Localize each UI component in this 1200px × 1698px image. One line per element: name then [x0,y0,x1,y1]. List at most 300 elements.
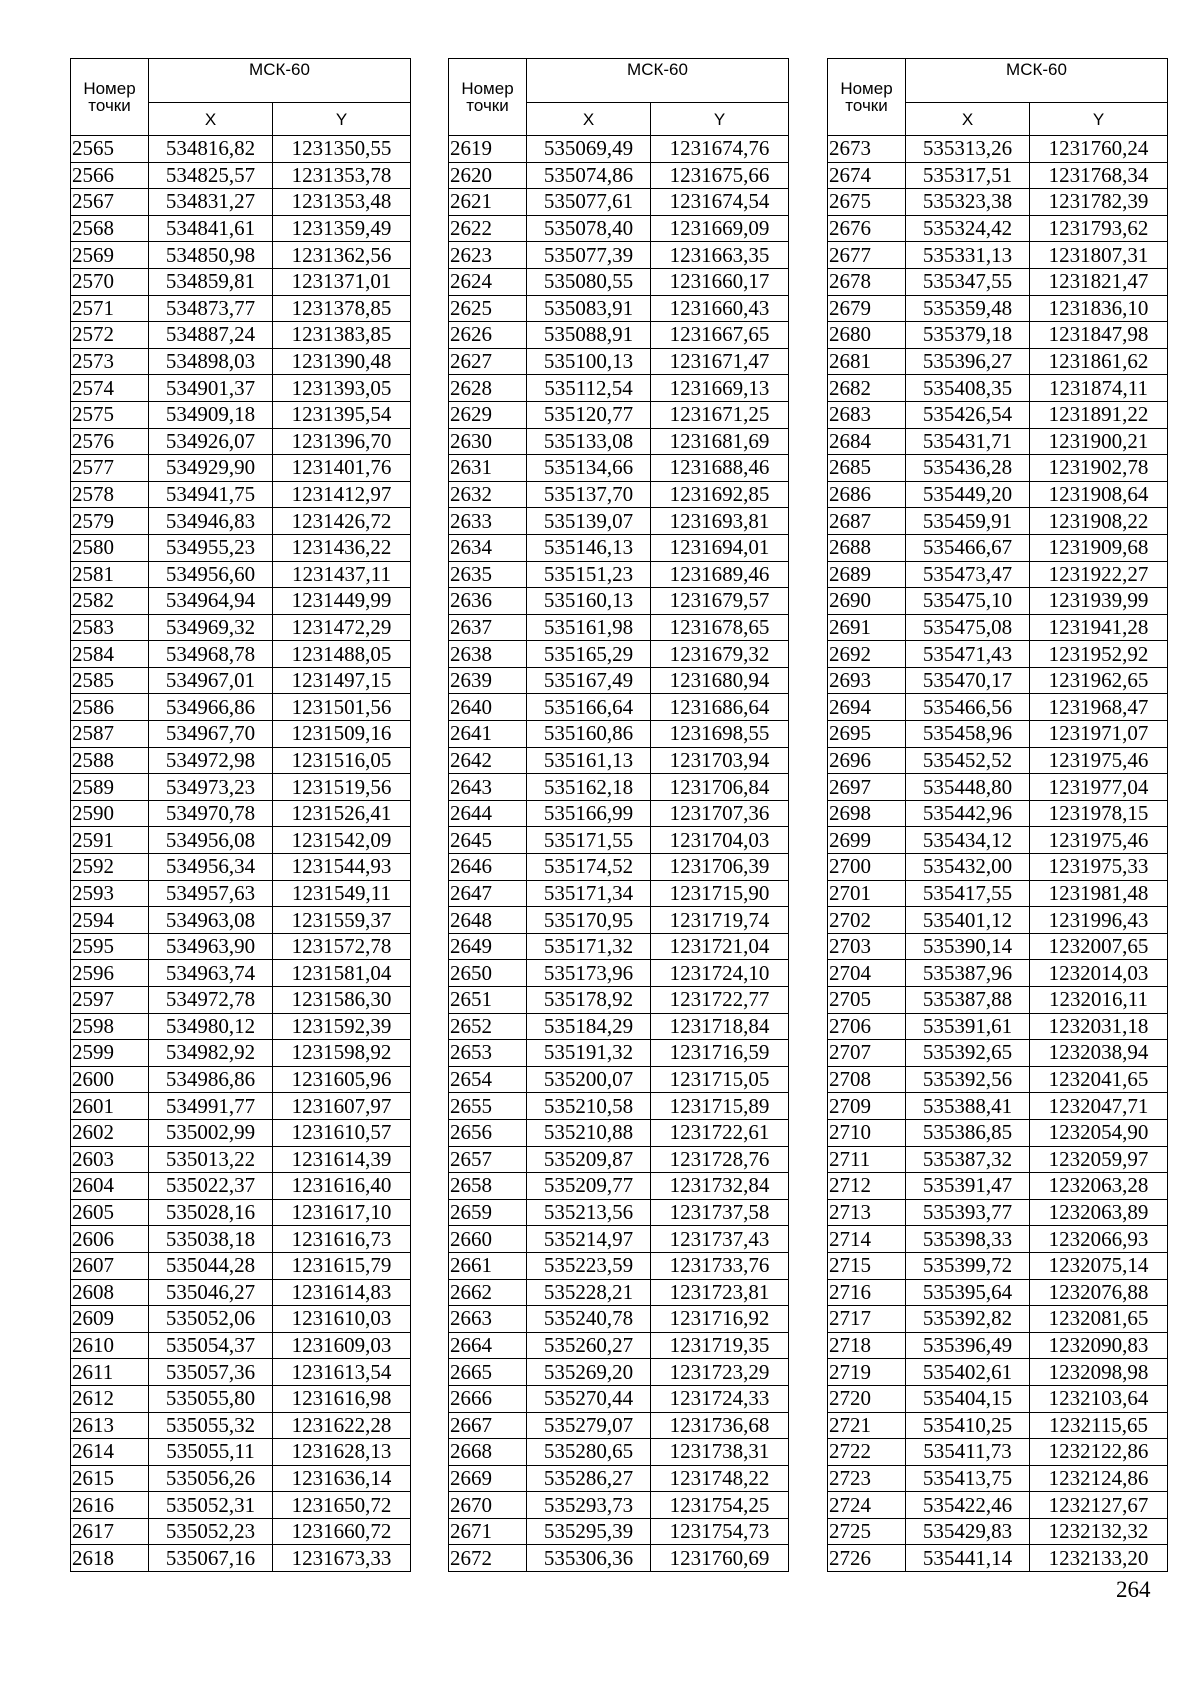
x-coordinate-cell: 534972,98 [149,747,273,774]
point-number-cell: 2577 [71,455,149,482]
y-coordinate-cell: 1231754,25 [651,1492,789,1519]
table-row [449,1093,789,1120]
table-row [828,1013,1168,1040]
table-row [828,534,1168,561]
point-number-cell: 2701 [828,880,906,907]
point-number-cell: 2724 [828,1492,906,1519]
point-number-cell: 2726 [828,1545,906,1572]
y-coordinate-cell: 1231724,10 [651,960,789,987]
y-coordinate-cell: 1231715,90 [651,880,789,907]
y-coordinate-cell: 1232122,86 [1030,1439,1168,1466]
y-coordinate-cell: 1231686,64 [651,694,789,721]
x-coordinate-cell: 535387,96 [906,960,1030,987]
table-row [449,1040,789,1067]
table-row [449,694,789,721]
table-row [71,1518,411,1545]
x-coordinate-cell: 535170,95 [527,907,651,934]
table-row [449,1226,789,1253]
x-coordinate-cell: 535392,56 [906,1066,1030,1093]
x-coordinate-cell: 535331,13 [906,242,1030,269]
y-coordinate-cell: 1231768,34 [1030,162,1168,189]
x-column-header: X [906,103,1030,136]
table-row [828,1306,1168,1333]
x-coordinate-cell: 535083,91 [527,295,651,322]
point-number-cell: 2689 [828,561,906,588]
point-number-cell: 2649 [449,933,527,960]
point-number-cell: 2632 [449,481,527,508]
point-number-cell: 2707 [828,1040,906,1067]
x-coordinate-cell: 535146,13 [527,534,651,561]
y-coordinate-cell: 1231909,68 [1030,534,1168,561]
x-coordinate-cell: 535077,61 [527,189,651,216]
table-row [71,1013,411,1040]
table-row [449,561,789,588]
table-row [828,455,1168,482]
point-number-cell: 2565 [71,136,149,163]
table-row [449,136,789,163]
y-coordinate-cell: 1231636,14 [273,1465,411,1492]
y-coordinate-cell: 1232007,65 [1030,933,1168,960]
x-coordinate-cell: 535402,61 [906,1359,1030,1386]
y-coordinate-cell: 1231628,13 [273,1439,411,1466]
x-coordinate-cell: 535317,51 [906,162,1030,189]
y-coordinate-cell: 1231660,43 [651,295,789,322]
y-column-header: Y [1030,103,1168,136]
x-coordinate-cell: 535410,25 [906,1412,1030,1439]
point-number-cell: 2723 [828,1465,906,1492]
x-coordinate-cell: 534957,63 [149,880,273,907]
table-row [828,614,1168,641]
x-coordinate-cell: 535167,49 [527,667,651,694]
table-row [449,1279,789,1306]
point-number-cell: 2670 [449,1492,527,1519]
point-number-cell: 2714 [828,1226,906,1253]
point-number-cell: 2657 [449,1146,527,1173]
x-coordinate-cell: 534963,08 [149,907,273,934]
table-row [828,641,1168,668]
point-number-cell: 2712 [828,1173,906,1200]
x-coordinate-cell: 535395,64 [906,1279,1030,1306]
y-coordinate-cell: 1231544,93 [273,854,411,881]
point-number-cell: 2582 [71,588,149,615]
x-coordinate-cell: 535436,28 [906,455,1030,482]
y-coordinate-cell: 1231996,43 [1030,907,1168,934]
y-coordinate-cell: 1231671,25 [651,401,789,428]
table-row [828,827,1168,854]
point-number-cell: 2587 [71,721,149,748]
point-number-cell: 2676 [828,215,906,242]
y-coordinate-cell: 1232103,64 [1030,1385,1168,1412]
x-coordinate-cell: 534831,27 [149,189,273,216]
x-coordinate-cell: 534969,32 [149,614,273,641]
y-coordinate-cell: 1231350,55 [273,136,411,163]
x-coordinate-cell: 535404,15 [906,1385,1030,1412]
x-coordinate-cell: 535162,18 [527,774,651,801]
y-coordinate-cell: 1232090,83 [1030,1332,1168,1359]
x-coordinate-cell: 535387,88 [906,987,1030,1014]
table-row [449,455,789,482]
y-coordinate-cell: 1231353,48 [273,189,411,216]
point-number-cell: 2572 [71,322,149,349]
x-coordinate-cell: 535396,27 [906,348,1030,375]
x-coordinate-cell: 535223,59 [527,1252,651,1279]
x-coordinate-cell: 535347,55 [906,268,1030,295]
table-row [71,1385,411,1412]
table-row [71,1279,411,1306]
table-row [828,1332,1168,1359]
table-row [449,1119,789,1146]
point-number-cell: 2574 [71,375,149,402]
table-row [828,800,1168,827]
table-row [449,1359,789,1386]
point-number-cell: 2596 [71,960,149,987]
point-number-header: Номер точки [449,59,527,136]
table-row [828,907,1168,934]
x-coordinate-cell: 534901,37 [149,375,273,402]
point-number-cell: 2631 [449,455,527,482]
x-coordinate-cell: 535055,80 [149,1385,273,1412]
point-number-cell: 2708 [828,1066,906,1093]
table-row [71,534,411,561]
table-row [71,907,411,934]
point-number-cell: 2567 [71,189,149,216]
point-number-cell: 2634 [449,534,527,561]
point-number-cell: 2624 [449,268,527,295]
point-number-cell: 2717 [828,1306,906,1333]
x-coordinate-cell: 535160,13 [527,588,651,615]
x-coordinate-cell: 535080,55 [527,268,651,295]
x-coordinate-cell: 535306,36 [527,1545,651,1572]
table-row [71,508,411,535]
point-number-cell: 2612 [71,1385,149,1412]
y-coordinate-cell: 1231715,89 [651,1093,789,1120]
x-coordinate-cell: 534887,24 [149,322,273,349]
table-row [71,561,411,588]
x-coordinate-cell: 535184,29 [527,1013,651,1040]
point-number-cell: 2575 [71,401,149,428]
x-coordinate-cell: 534966,86 [149,694,273,721]
y-coordinate-cell: 1231689,46 [651,561,789,588]
y-coordinate-cell: 1231971,07 [1030,721,1168,748]
y-coordinate-cell: 1231559,37 [273,907,411,934]
table-row [828,481,1168,508]
x-coordinate-cell: 535393,77 [906,1199,1030,1226]
coordinate-system-header: МСК-60 [906,59,1168,103]
x-coordinate-cell: 535475,08 [906,614,1030,641]
y-coordinate-cell: 1231738,31 [651,1439,789,1466]
point-number-cell: 2679 [828,295,906,322]
point-number-cell: 2699 [828,827,906,854]
x-coordinate-cell: 534963,90 [149,933,273,960]
y-coordinate-cell: 1231728,76 [651,1146,789,1173]
point-number-cell: 2579 [71,508,149,535]
x-coordinate-cell: 535054,37 [149,1332,273,1359]
y-coordinate-cell: 1231412,97 [273,481,411,508]
y-coordinate-cell: 1231981,48 [1030,880,1168,907]
table-row [449,800,789,827]
y-coordinate-cell: 1232133,20 [1030,1545,1168,1572]
x-coordinate-cell: 535426,54 [906,401,1030,428]
table-row [71,854,411,881]
y-coordinate-cell: 1231660,72 [273,1518,411,1545]
y-coordinate-cell: 1231501,56 [273,694,411,721]
point-number-cell: 2608 [71,1279,149,1306]
x-coordinate-cell: 535387,32 [906,1146,1030,1173]
y-coordinate-cell: 1231679,57 [651,588,789,615]
table-row [71,481,411,508]
y-coordinate-cell: 1231378,85 [273,295,411,322]
x-coordinate-cell: 535471,43 [906,641,1030,668]
y-coordinate-cell: 1232075,14 [1030,1252,1168,1279]
x-coordinate-cell: 535466,67 [906,534,1030,561]
table-row [449,375,789,402]
table-row [828,1279,1168,1306]
point-number-cell: 2569 [71,242,149,269]
y-coordinate-cell: 1231939,99 [1030,588,1168,615]
point-number-cell: 2588 [71,747,149,774]
table-row [71,721,411,748]
table-row [449,880,789,907]
y-coordinate-cell: 1231968,47 [1030,694,1168,721]
point-number-cell: 2639 [449,667,527,694]
table-row [71,800,411,827]
table-row [71,242,411,269]
table-row [449,162,789,189]
y-coordinate-cell: 1231807,31 [1030,242,1168,269]
y-coordinate-cell: 1231716,92 [651,1306,789,1333]
table-row [449,1465,789,1492]
table-row [828,588,1168,615]
point-number-cell: 2665 [449,1359,527,1386]
y-coordinate-cell: 1231614,83 [273,1279,411,1306]
table-row [828,747,1168,774]
y-column-header: Y [651,103,789,136]
table-row [449,933,789,960]
point-number-cell: 2698 [828,800,906,827]
point-number-header: Номер точки [71,59,149,136]
x-coordinate-cell: 534968,78 [149,641,273,668]
y-column-header: Y [273,103,411,136]
point-number-cell: 2618 [71,1545,149,1572]
y-coordinate-cell: 1231675,66 [651,162,789,189]
y-coordinate-cell: 1231542,09 [273,827,411,854]
table-row [828,162,1168,189]
x-coordinate-cell: 534859,81 [149,268,273,295]
x-coordinate-cell: 535390,14 [906,933,1030,960]
point-number-cell: 2620 [449,162,527,189]
x-coordinate-cell: 534986,86 [149,1066,273,1093]
table-row [449,641,789,668]
x-coordinate-cell: 535161,98 [527,614,651,641]
y-coordinate-cell: 1232059,97 [1030,1146,1168,1173]
table-row [71,827,411,854]
x-coordinate-cell: 535022,37 [149,1173,273,1200]
x-coordinate-cell: 535213,56 [527,1199,651,1226]
y-coordinate-cell: 1231704,03 [651,827,789,854]
table-row [828,1226,1168,1253]
point-number-cell: 2615 [71,1465,149,1492]
point-number-cell: 2646 [449,854,527,881]
table-row [828,1066,1168,1093]
table-row [71,136,411,163]
table-row [449,588,789,615]
table-row [828,322,1168,349]
table-row [828,933,1168,960]
point-number-cell: 2594 [71,907,149,934]
point-number-cell: 2623 [449,242,527,269]
y-coordinate-cell: 1231737,58 [651,1199,789,1226]
table-row [449,721,789,748]
table-row [449,614,789,641]
y-coordinate-cell: 1231669,09 [651,215,789,242]
point-number-cell: 2691 [828,614,906,641]
point-number-cell: 2725 [828,1518,906,1545]
point-number-cell: 2617 [71,1518,149,1545]
y-coordinate-cell: 1231902,78 [1030,455,1168,482]
table-row [71,1146,411,1173]
table-row [71,455,411,482]
point-number-cell: 2721 [828,1412,906,1439]
x-coordinate-cell: 535171,55 [527,827,651,854]
y-coordinate-cell: 1231616,40 [273,1173,411,1200]
point-number-cell: 2693 [828,667,906,694]
x-coordinate-cell: 534980,12 [149,1013,273,1040]
y-coordinate-cell: 1231718,84 [651,1013,789,1040]
table-row [449,854,789,881]
point-number-cell: 2595 [71,933,149,960]
y-coordinate-cell: 1231900,21 [1030,428,1168,455]
point-number-cell: 2687 [828,508,906,535]
y-coordinate-cell: 1232063,28 [1030,1173,1168,1200]
table-row [828,854,1168,881]
point-number-cell: 2688 [828,534,906,561]
x-coordinate-cell: 535166,99 [527,800,651,827]
page-number: 264 [1116,1577,1151,1602]
table-row [828,1439,1168,1466]
point-number-cell: 2653 [449,1040,527,1067]
table-row [828,508,1168,535]
y-coordinate-cell: 1231723,81 [651,1279,789,1306]
point-number-cell: 2580 [71,534,149,561]
y-coordinate-cell: 1231488,05 [273,641,411,668]
y-coordinate-cell: 1231671,47 [651,348,789,375]
x-coordinate-cell: 534873,77 [149,295,273,322]
x-coordinate-cell: 535269,20 [527,1359,651,1386]
point-number-cell: 2695 [828,721,906,748]
table-row [71,215,411,242]
y-coordinate-cell: 1231724,33 [651,1385,789,1412]
point-number-cell: 2605 [71,1199,149,1226]
y-coordinate-cell: 1232031,18 [1030,1013,1168,1040]
point-number-cell: 2625 [449,295,527,322]
point-number-cell: 2651 [449,987,527,1014]
x-coordinate-cell: 535295,39 [527,1518,651,1545]
x-coordinate-cell: 535044,28 [149,1252,273,1279]
table-row [828,1119,1168,1146]
x-coordinate-cell: 535133,08 [527,428,651,455]
y-coordinate-cell: 1231975,46 [1030,827,1168,854]
y-coordinate-cell: 1231715,05 [651,1066,789,1093]
y-coordinate-cell: 1231962,65 [1030,667,1168,694]
table-row [449,268,789,295]
table-row [71,1359,411,1386]
point-number-cell: 2660 [449,1226,527,1253]
table-row [71,1093,411,1120]
point-number-cell: 2593 [71,880,149,907]
y-coordinate-cell: 1231663,35 [651,242,789,269]
table-row [449,987,789,1014]
y-coordinate-cell: 1231908,64 [1030,481,1168,508]
point-number-cell: 2644 [449,800,527,827]
y-coordinate-cell: 1231680,94 [651,667,789,694]
y-coordinate-cell: 1232127,67 [1030,1492,1168,1519]
table-row [71,960,411,987]
point-number-cell: 2652 [449,1013,527,1040]
point-number-cell: 2705 [828,987,906,1014]
table-row [449,189,789,216]
y-coordinate-cell: 1231719,35 [651,1332,789,1359]
point-number-cell: 2581 [71,561,149,588]
x-coordinate-cell: 534973,23 [149,774,273,801]
x-coordinate-cell: 534941,75 [149,481,273,508]
x-coordinate-cell: 535112,54 [527,375,651,402]
y-coordinate-cell: 1231669,13 [651,375,789,402]
y-coordinate-cell: 1231793,62 [1030,215,1168,242]
x-coordinate-cell: 535055,32 [149,1412,273,1439]
y-coordinate-cell: 1231426,72 [273,508,411,535]
table-row [828,401,1168,428]
x-coordinate-cell: 535270,44 [527,1385,651,1412]
y-coordinate-cell: 1231472,29 [273,614,411,641]
table-row [828,1359,1168,1386]
y-coordinate-cell: 1231736,68 [651,1412,789,1439]
x-coordinate-cell: 535151,23 [527,561,651,588]
table-row [828,189,1168,216]
y-coordinate-cell: 1231706,39 [651,854,789,881]
table-row [71,401,411,428]
table-row [828,1492,1168,1519]
coordinate-system-header: МСК-60 [149,59,411,103]
y-coordinate-cell: 1231549,11 [273,880,411,907]
x-coordinate-cell: 535408,35 [906,375,1030,402]
table-row [449,1306,789,1333]
x-coordinate-cell: 535069,49 [527,136,651,163]
y-coordinate-cell: 1231782,39 [1030,189,1168,216]
table-row [449,508,789,535]
x-coordinate-cell: 535077,39 [527,242,651,269]
y-coordinate-cell: 1231667,65 [651,322,789,349]
point-number-cell: 2702 [828,907,906,934]
point-number-cell: 2645 [449,827,527,854]
x-coordinate-cell: 535002,99 [149,1119,273,1146]
x-coordinate-cell: 535173,96 [527,960,651,987]
point-number-cell: 2654 [449,1066,527,1093]
table-row [71,614,411,641]
point-number-cell: 2630 [449,428,527,455]
table-row [449,322,789,349]
point-number-cell: 2718 [828,1332,906,1359]
y-coordinate-cell: 1231716,59 [651,1040,789,1067]
y-coordinate-cell: 1231721,04 [651,933,789,960]
x-coordinate-cell: 535055,11 [149,1439,273,1466]
x-coordinate-cell: 535260,27 [527,1332,651,1359]
x-coordinate-cell: 535398,33 [906,1226,1030,1253]
point-number-cell: 2627 [449,348,527,375]
point-number-cell: 2598 [71,1013,149,1040]
point-number-cell: 2704 [828,960,906,987]
point-number-cell: 2636 [449,588,527,615]
y-coordinate-cell: 1231353,78 [273,162,411,189]
